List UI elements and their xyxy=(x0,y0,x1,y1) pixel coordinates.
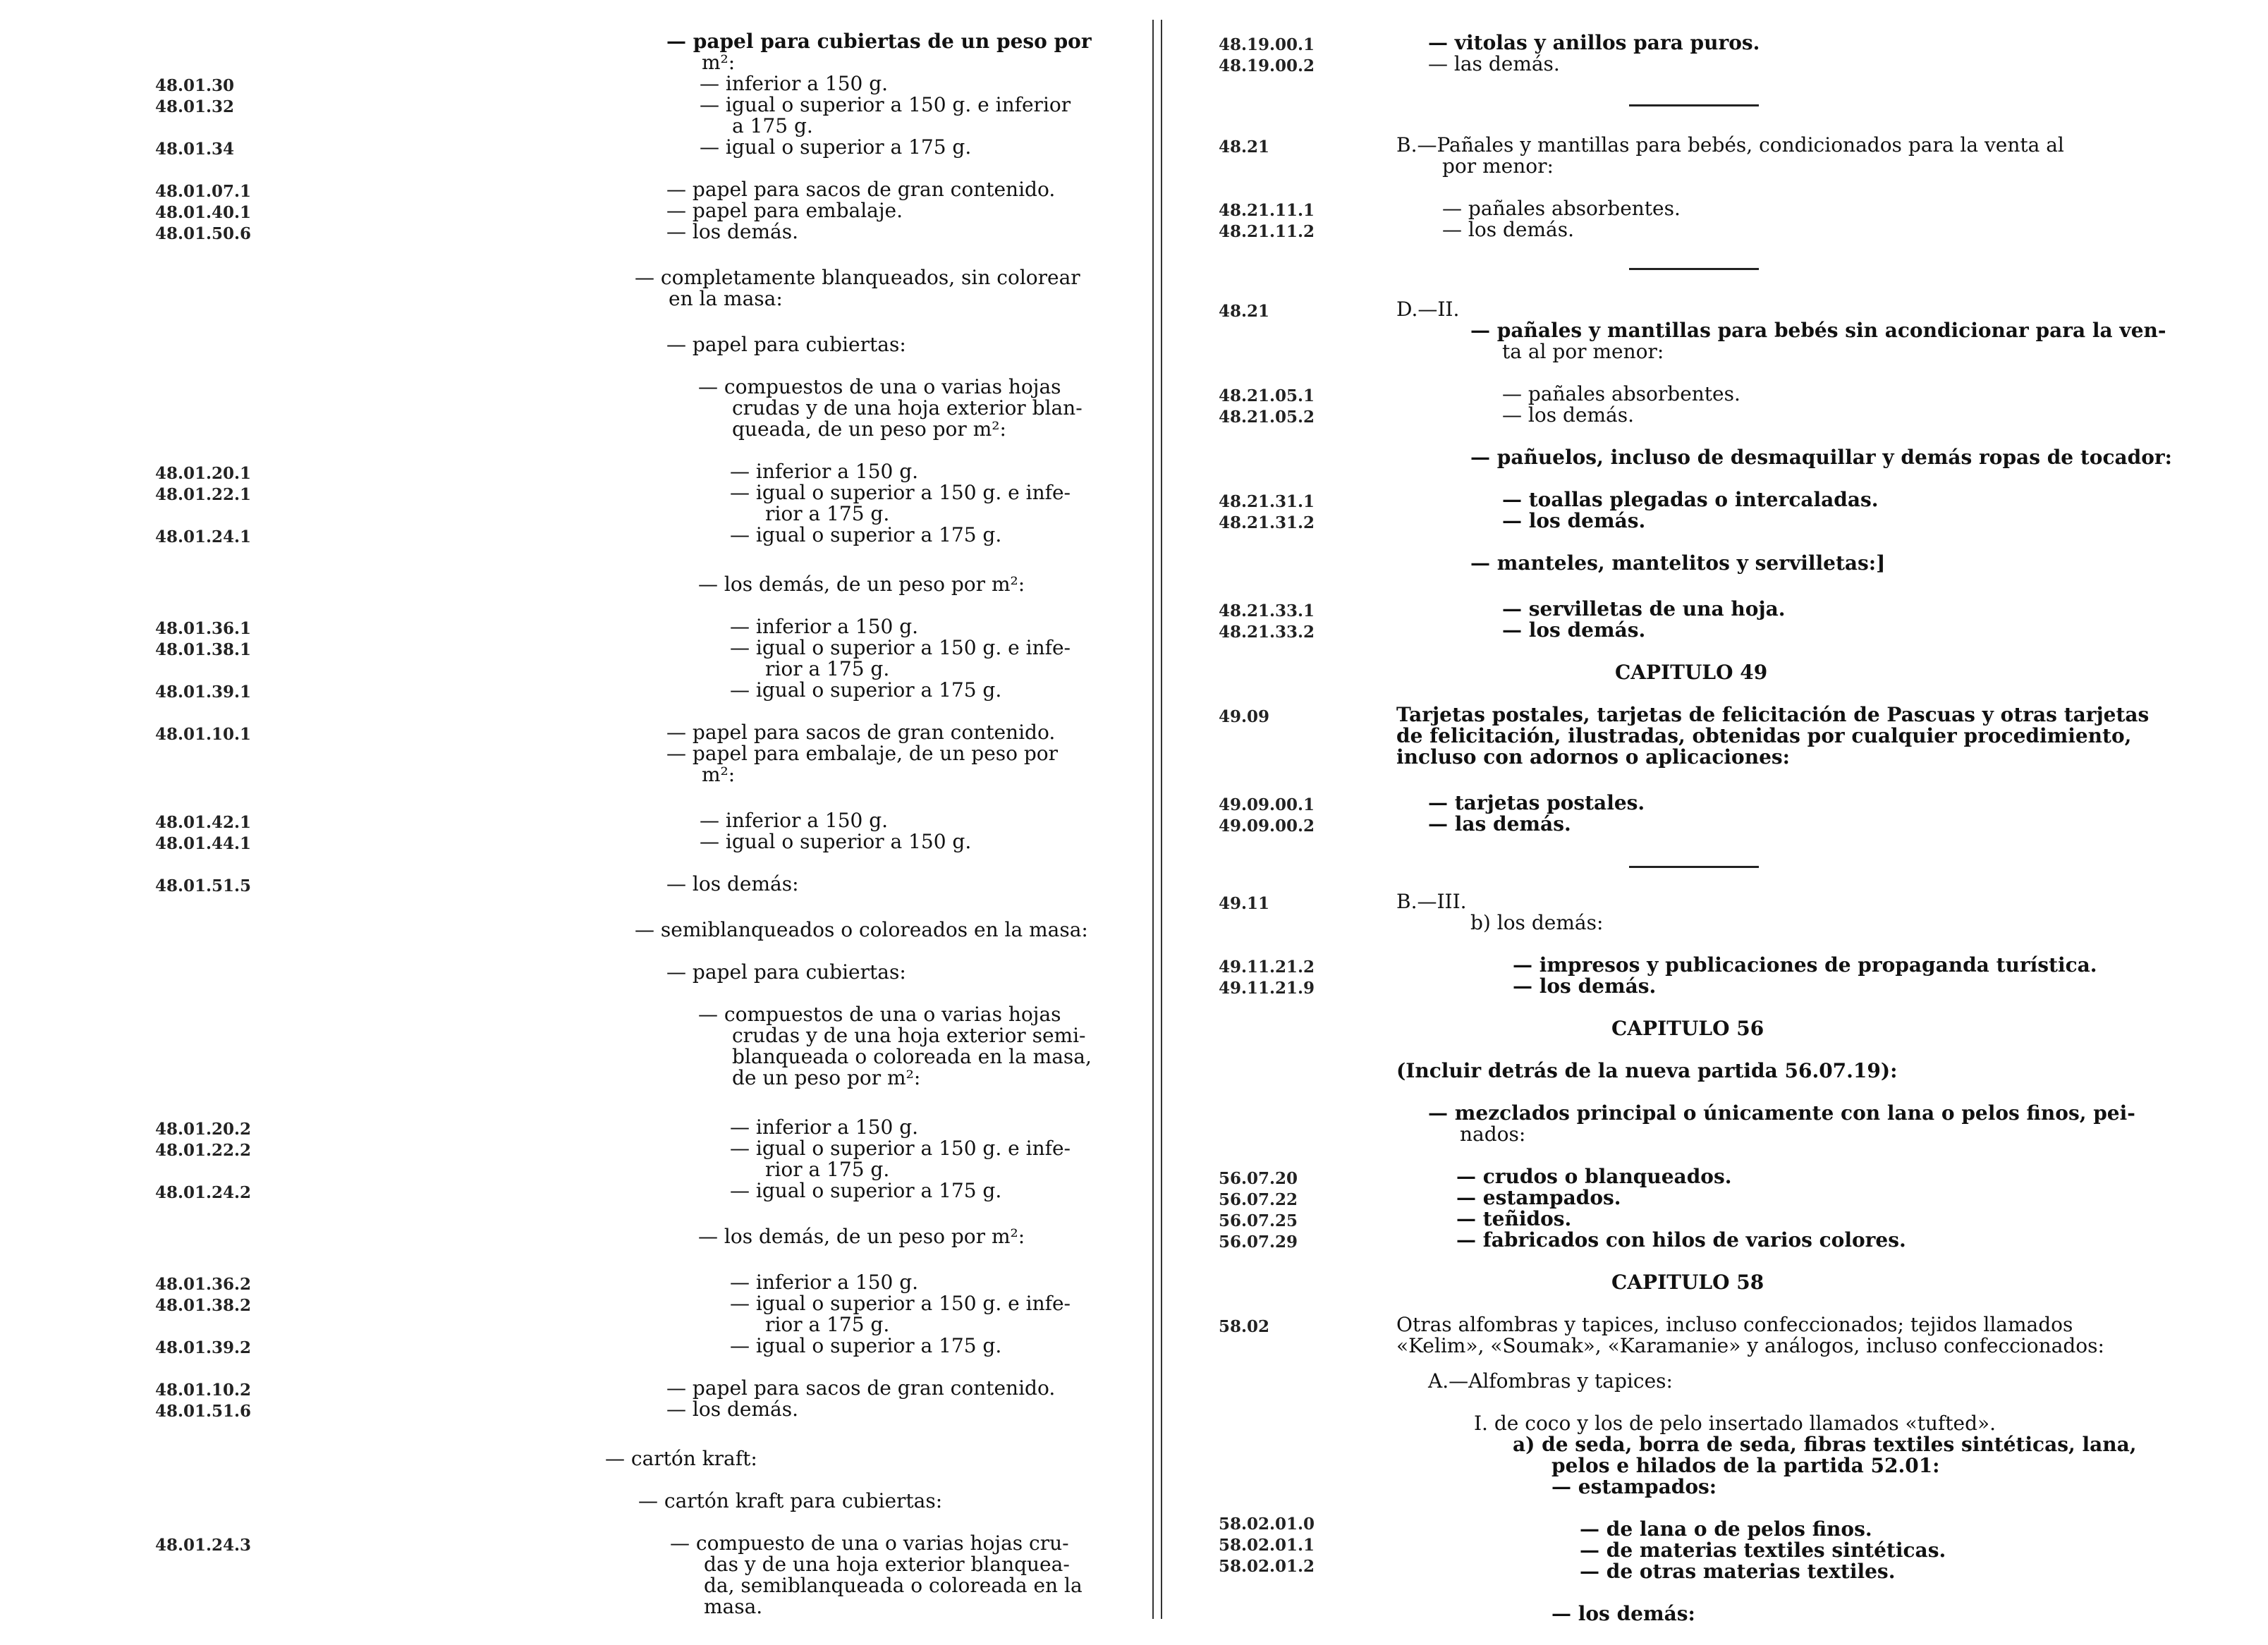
tariff-code: 48.01.30 xyxy=(155,76,235,95)
tariff-code: 56.07.20 xyxy=(1219,1169,1298,1188)
text-line: — compuestos de una o varias hojas xyxy=(698,1003,1061,1026)
text-line: das y de una hoja exterior blanquea- xyxy=(704,1553,1070,1576)
text-line: — igual o superior a 175 g. xyxy=(700,135,972,159)
text-line: (Incluir detrás de la nueva partida 56.07.19): xyxy=(1396,1059,1898,1082)
text-line: crudas y de una hoja exterior blan- xyxy=(732,396,1083,420)
tariff-code: 48.01.38.1 xyxy=(155,640,252,659)
tariff-code: 58.02 xyxy=(1219,1317,1270,1336)
tariff-code: 48.01.36.2 xyxy=(155,1275,252,1294)
text-line: B.—III. xyxy=(1396,890,1467,913)
text-line: — compuestos de una o varias hojas xyxy=(698,375,1061,398)
text-line: — igual o superior a 150 g. e inferior xyxy=(700,93,1071,116)
column-rule-left xyxy=(1152,20,1154,1619)
text-line: — papel para sacos de gran contenido. xyxy=(666,721,1056,744)
text-line: — los demás, de un peso por m²: xyxy=(698,1225,1025,1248)
chapter-heading: CAPITULO 49 xyxy=(1615,661,1768,684)
text-line: — igual o superior a 175 g. xyxy=(730,1179,1002,1202)
text-line: — inferior a 150 g. xyxy=(700,72,889,95)
text-line: — vitolas y anillos para puros. xyxy=(1428,31,1760,54)
text-line: — papel para sacos de gran contenido. xyxy=(666,178,1056,201)
text-line: — papel para cubiertas de un peso por xyxy=(666,30,1092,53)
text-line: queada, de un peso por m²: xyxy=(732,417,1006,441)
text-line: — papel para embalaje, de un peso por xyxy=(666,742,1059,765)
text-line: — inferior a 150 g. xyxy=(730,1115,919,1139)
tariff-code: 48.01.22.1 xyxy=(155,485,252,504)
tariff-code: 48.01.40.1 xyxy=(155,203,252,222)
text-line: A.—Alfombras y tapices: xyxy=(1428,1369,1673,1393)
text-line: — manteles, mantelitos y servilletas:] xyxy=(1470,551,1886,575)
text-line: — cartón kraft para cubiertas: xyxy=(638,1489,943,1512)
tariff-code: 48.01.20.2 xyxy=(155,1120,252,1139)
tariff-code: 56.07.22 xyxy=(1219,1190,1298,1209)
text-line: ta al por menor: xyxy=(1502,340,1664,363)
tariff-code: 48.01.34 xyxy=(155,140,235,159)
tariff-code: 48.01.44.1 xyxy=(155,834,252,853)
text-line: — de otras materias textiles. xyxy=(1580,1560,1896,1583)
text-line: a 175 g. xyxy=(732,114,813,137)
text-line: — compuesto de una o varias hojas cru- xyxy=(670,1531,1069,1555)
text-line: «Kelim», «Soumak», «Karamanie» y análogos, incluso confeccionados: xyxy=(1396,1334,2104,1357)
text-line: — las demás. xyxy=(1428,812,1571,836)
tariff-code: 48.21.11.2 xyxy=(1219,222,1315,241)
text-line: — igual o superior a 175 g. xyxy=(730,678,1002,702)
text-line: de un peso por m²: xyxy=(732,1066,921,1089)
text-line: — inferior a 150 g. xyxy=(730,460,919,483)
tariff-code: 58.02.01.0 xyxy=(1219,1515,1315,1534)
text-line: — las demás. xyxy=(1428,52,1560,75)
text-line: — igual o superior a 150 g. xyxy=(700,830,972,853)
text-line: m²: xyxy=(702,763,736,786)
tariff-code: 49.09.00.2 xyxy=(1219,817,1315,836)
tariff-code: 48.01.10.1 xyxy=(155,725,252,744)
tariff-code: 49.11.21.9 xyxy=(1219,979,1315,998)
text-line: en la masa: xyxy=(669,287,783,310)
tariff-code: 48.01.50.6 xyxy=(155,224,252,243)
tariff-code: 48.01.07.1 xyxy=(155,182,252,201)
text-line: — papel para sacos de gran contenido. xyxy=(666,1376,1056,1400)
text-line: — papel para cubiertas: xyxy=(666,960,906,984)
tariff-code: 49.09 xyxy=(1219,707,1270,726)
section-separator xyxy=(1629,268,1759,270)
text-line: a) de seda, borra de seda, fibras textiles sintéticas, lana, xyxy=(1513,1433,2137,1456)
text-line: — los demás. xyxy=(1502,618,1646,642)
column-rule-right xyxy=(1161,20,1162,1619)
tariff-code: 48.01.42.1 xyxy=(155,813,252,832)
tariff-code: 48.01.20.1 xyxy=(155,464,252,483)
text-line: — los demás. xyxy=(1502,509,1646,532)
text-line: — estampados. xyxy=(1456,1186,1621,1209)
chapter-heading: CAPITULO 58 xyxy=(1611,1271,1764,1294)
text-line: — igual o superior a 150 g. e infe- xyxy=(730,636,1071,659)
text-line: — los demás: xyxy=(666,872,799,895)
text-line: — semiblanqueados o coloreados en la masa: xyxy=(635,918,1088,941)
text-line: — inferior a 150 g. xyxy=(730,1271,919,1294)
text-line: — igual o superior a 150 g. e infe- xyxy=(730,1292,1071,1315)
text-line: — igual o superior a 150 g. e infe- xyxy=(730,481,1071,504)
tariff-code: 48.01.39.1 xyxy=(155,683,252,702)
text-line: — los demás. xyxy=(1513,974,1657,998)
tariff-code: 58.02.01.1 xyxy=(1219,1536,1315,1555)
text-line: — mezclados principal o únicamente con lana o pelos finos, pei- xyxy=(1428,1101,2135,1125)
text-line: — papel para embalaje. xyxy=(666,199,903,222)
text-line: — servilletas de una hoja. xyxy=(1502,597,1786,620)
tariff-code: 48.01.38.2 xyxy=(155,1296,252,1315)
text-line: — completamente blanqueados, sin colorear xyxy=(635,266,1080,289)
tariff-code: 48.01.51.5 xyxy=(155,876,252,895)
tariff-code: 49.09.00.1 xyxy=(1219,795,1315,814)
section-separator xyxy=(1629,104,1759,106)
text-line: — toallas plegadas o intercaladas. xyxy=(1502,488,1879,511)
tariff-code: 56.07.25 xyxy=(1219,1211,1298,1230)
text-line: masa. xyxy=(704,1595,763,1618)
tariff-code: 48.01.24.2 xyxy=(155,1183,252,1202)
tariff-code: 48.21.31.2 xyxy=(1219,513,1315,532)
tariff-code: 48.21.33.1 xyxy=(1219,601,1315,620)
text-line: — los demás. xyxy=(666,1398,798,1421)
text-line: — fabricados con hilos de varios colores. xyxy=(1456,1228,1906,1252)
tariff-code: 48.21 xyxy=(1219,137,1270,157)
text-line: m²: xyxy=(702,51,736,74)
tariff-code: 58.02.01.2 xyxy=(1219,1557,1315,1576)
text-line: blanqueada o coloreada en la masa, xyxy=(732,1045,1092,1068)
tariff-code: 48.01.39.2 xyxy=(155,1338,252,1357)
text-line: — de materias textiles sintéticas. xyxy=(1580,1539,1946,1562)
text-line: da, semiblanqueada o coloreada en la xyxy=(704,1574,1083,1597)
text-line: — impresos y publicaciones de propaganda turística. xyxy=(1513,953,2097,977)
tariff-code: 48.01.51.6 xyxy=(155,1402,252,1421)
text-line: — estampados: xyxy=(1551,1475,1717,1498)
text-line: D.—II. xyxy=(1396,298,1460,321)
tariff-code: 48.21.05.1 xyxy=(1219,386,1315,405)
text-line: — crudos o blanqueados. xyxy=(1456,1165,1732,1188)
text-line: rior a 175 g. xyxy=(765,1158,890,1181)
text-line: pelos e hilados de la partida 52.01: xyxy=(1551,1454,1940,1477)
tariff-code: 48.21.31.1 xyxy=(1219,492,1315,511)
text-line: — inferior a 150 g. xyxy=(730,615,919,638)
text-line: rior a 175 g. xyxy=(765,657,890,680)
text-line: I. de coco y los de pelo insertado llamados «tufted». xyxy=(1474,1412,1996,1435)
text-line: — igual o superior a 175 g. xyxy=(730,523,1002,546)
tariff-code: 48.19.00.1 xyxy=(1219,35,1315,54)
text-line: — igual o superior a 175 g. xyxy=(730,1334,1002,1357)
tariff-code: 48.21.33.2 xyxy=(1219,623,1315,642)
text-line: — cartón kraft: xyxy=(605,1447,757,1470)
text-line: — teñidos. xyxy=(1456,1207,1572,1230)
text-line: — pañales absorbentes. xyxy=(1442,197,1681,220)
tariff-code: 48.01.22.2 xyxy=(155,1141,252,1160)
text-line: nados: xyxy=(1460,1123,1526,1146)
text-line: — pañales y mantillas para bebés sin acondicionar para la ven- xyxy=(1470,319,2166,342)
tariff-code: 48.21.11.1 xyxy=(1219,201,1315,220)
text-line: de felicitación, ilustradas, obtenidas por cualquier procedimiento, xyxy=(1396,724,2132,747)
text-line: rior a 175 g. xyxy=(765,502,890,525)
text-line: — pañales absorbentes. xyxy=(1502,382,1740,405)
tariff-code: 48.19.00.2 xyxy=(1219,56,1315,75)
chapter-heading: CAPITULO 56 xyxy=(1611,1017,1764,1040)
text-line: por menor: xyxy=(1442,154,1554,178)
text-line: — tarjetas postales. xyxy=(1428,791,1645,814)
tariff-code: 49.11.21.2 xyxy=(1219,958,1315,977)
text-line: — pañuelos, incluso de desmaquillar y demás ropas de tocador: xyxy=(1470,446,2172,469)
text-line: Otras alfombras y tapices, incluso confeccionados; tejidos llamados xyxy=(1396,1313,2073,1336)
text-line: — los demás, de un peso por m²: xyxy=(698,573,1025,596)
text-line: crudas y de una hoja exterior semi- xyxy=(732,1024,1086,1047)
text-line: — los demás. xyxy=(1502,403,1634,427)
tariff-code: 48.01.36.1 xyxy=(155,619,252,638)
text-line: B.—Pañales y mantillas para bebés, condicionados para la venta al xyxy=(1396,133,2064,157)
text-line: incluso con adornos o aplicaciones: xyxy=(1396,745,1790,769)
text-line: Tarjetas postales, tarjetas de felicitación de Pascuas y otras tarjetas xyxy=(1396,703,2150,726)
tariff-code: 48.21 xyxy=(1219,302,1270,321)
tariff-code: 48.01.24.3 xyxy=(155,1536,252,1555)
text-line: rior a 175 g. xyxy=(765,1313,890,1336)
tariff-code: 48.21.05.2 xyxy=(1219,408,1315,427)
text-line: — inferior a 150 g. xyxy=(700,809,889,832)
text-line: — de lana o de pelos finos. xyxy=(1580,1517,1872,1541)
tariff-code: 56.07.29 xyxy=(1219,1233,1298,1252)
tariff-code: 49.11 xyxy=(1219,894,1270,913)
tariff-code: 48.01.32 xyxy=(155,97,235,116)
text-line: — los demás. xyxy=(666,220,798,243)
text-line: — los demás: xyxy=(1551,1602,1695,1625)
section-separator xyxy=(1629,866,1759,868)
text-line: — los demás. xyxy=(1442,218,1574,241)
text-line: — papel para cubiertas: xyxy=(666,333,906,356)
tariff-code: 48.01.24.1 xyxy=(155,527,252,546)
text-line: — igual o superior a 150 g. e infe- xyxy=(730,1137,1071,1160)
text-line: b) los demás: xyxy=(1470,911,1604,934)
tariff-code: 48.01.10.2 xyxy=(155,1381,252,1400)
